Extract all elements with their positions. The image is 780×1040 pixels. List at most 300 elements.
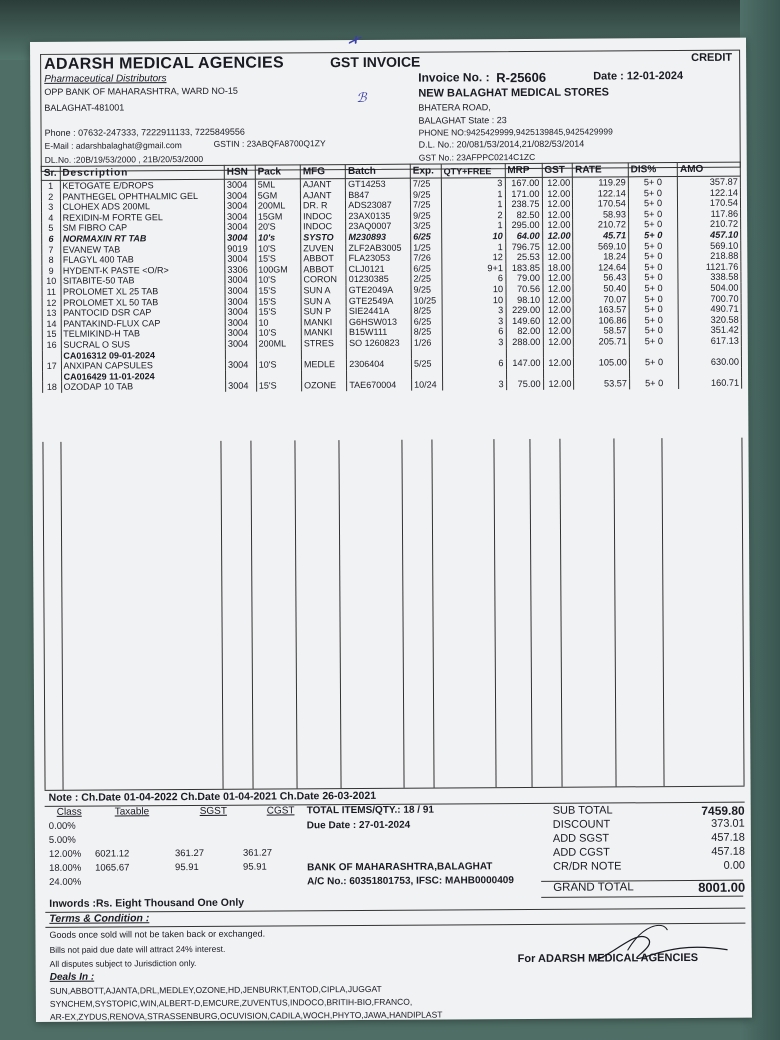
- cell-pack: 10: [256, 317, 301, 328]
- cell-mrp: 288.00: [506, 337, 543, 348]
- cell-pack: 15GM: [255, 211, 300, 222]
- cell-dis: 5+ 0: [628, 219, 677, 230]
- cell-qty: 6: [442, 326, 506, 337]
- cell-exp: 1/25: [411, 242, 442, 253]
- cell-sr: 14: [42, 319, 61, 330]
- cell-batch: 2306404: [347, 359, 412, 370]
- cell-hsn: 3004: [225, 254, 256, 265]
- cell-mfg: ABBOT: [301, 264, 346, 275]
- cell-amt: 338.58: [678, 272, 741, 283]
- cell-exp: [411, 369, 442, 380]
- seller-subtitle: Pharmaceutical Distributors: [44, 73, 167, 85]
- grand-total-value: 8001.00: [698, 879, 746, 895]
- tax-cell-class: 18.00%: [49, 862, 82, 874]
- cell-batch: B847: [346, 189, 411, 200]
- cell-qty: [442, 369, 506, 380]
- cell-sr: 9: [42, 266, 61, 277]
- total-label: ADD CGST: [552, 846, 610, 859]
- tax-cell-cgst: 95.91: [243, 861, 267, 873]
- cell-gst: 12.00: [542, 209, 573, 220]
- cell-mfg: ABBOT: [301, 253, 346, 264]
- cell-amt: [679, 346, 742, 357]
- cell-mrp: [506, 369, 543, 380]
- tax-header-sgst: SGST: [199, 805, 227, 817]
- cell-desc: FLAGYL 400 TAB: [60, 254, 225, 266]
- column-header: MRP: [505, 163, 542, 177]
- cell-dis: 5+ 0: [628, 177, 677, 188]
- cell-mfg: SUN P: [301, 306, 346, 317]
- cell-gst: 12.00: [543, 305, 574, 316]
- cell-hsn: 3004: [225, 317, 256, 328]
- seller-name: ADARSH MEDICAL AGENCIES: [44, 54, 284, 73]
- cell-pack: 15'S: [256, 381, 301, 392]
- cell-mfg: [302, 370, 347, 381]
- cell-desc: PANTHEGEL OPHTHALMIC GEL: [60, 190, 225, 202]
- cell-batch: TAE670004: [347, 380, 412, 391]
- cell-sr: [42, 350, 61, 361]
- total-label: SUB TOTAL: [552, 804, 613, 817]
- grand-total-label: GRAND TOTAL: [553, 881, 634, 894]
- cell-exp: 7/25: [410, 200, 441, 211]
- cell-dis: 5+ 0: [628, 188, 677, 199]
- cell-sr: 4: [42, 213, 61, 224]
- cell-sr: 12: [42, 297, 61, 308]
- buyer-gst: GST No.: 23AFPPC0214C1ZC: [418, 151, 536, 163]
- column-header: MFG: [300, 165, 345, 179]
- cell-gst: [543, 347, 574, 358]
- cell-mrp: 25.53: [505, 252, 542, 263]
- cell-desc: PANTAKIND-FLUX CAP: [61, 318, 226, 330]
- cell-amt: 457.10: [678, 230, 741, 241]
- cell-desc: OZODAP 10 TAB: [61, 381, 226, 393]
- cell-desc: ANXIPAN CAPSULES: [61, 360, 226, 372]
- cell-rate: 105.00: [574, 357, 630, 368]
- cell-qty: 9+1: [442, 263, 506, 274]
- cell-amt: 210.72: [678, 219, 741, 230]
- buyer-dl: D.L. No.: 20/081/53/2014,21/082/53/2014: [418, 138, 585, 150]
- total-label: CR/DR NOTE: [553, 860, 622, 873]
- due-date: Due Date : 27-01-2024: [306, 819, 411, 832]
- cell-sr: 7: [42, 244, 61, 255]
- signature-scribble-icon: ℬ: [356, 89, 367, 106]
- invoice-type: CREDIT: [691, 51, 733, 64]
- cell-hsn: 3306: [225, 264, 256, 275]
- cell-qty: 3: [442, 316, 506, 327]
- cell-gst: 12.00: [543, 358, 574, 369]
- cell-rate: 163.57: [573, 304, 629, 315]
- deals-title: Deals In :: [49, 971, 95, 983]
- total-label: DISCOUNT: [552, 818, 611, 831]
- cell-qty: 1: [441, 220, 505, 231]
- cell-qty: 10: [442, 284, 506, 295]
- cell-pack: 20'S: [255, 222, 300, 233]
- cell-sr: [43, 372, 62, 383]
- cell-pack: 10'S: [256, 359, 301, 370]
- cell-batch: FLA23053: [346, 253, 411, 264]
- deals-line: SUN,ABBOTT,AJANTA,DRL,MEDLEY,OZONE,HD,JENBURKT,ENTOD,CIPLA,JUGGAT: [49, 983, 382, 996]
- cell-batch: 23AX0135: [346, 210, 411, 221]
- cell-dis: 5+ 0: [629, 262, 678, 273]
- cell-sr: 1: [41, 180, 60, 191]
- cell-gst: 12.00: [542, 188, 573, 199]
- cell-batch: 23AQ0007: [346, 221, 411, 232]
- cell-gst: [543, 368, 574, 379]
- cell-rate: 122.14: [573, 188, 629, 199]
- cell-hsn: 3004: [225, 275, 256, 286]
- cell-gst: 12.00: [542, 252, 573, 263]
- cell-hsn: 9019: [225, 243, 256, 254]
- cell-amt: 700.70: [678, 293, 741, 304]
- challan-note: Note : Ch.Date 01-04-2022 Ch.Date 01-04-2021 Ch.Date 26-03-2021: [48, 789, 377, 804]
- cell-mrp: 64.00: [505, 231, 542, 242]
- tax-cell-taxable: 6021.12: [94, 848, 130, 860]
- cell-dis: [629, 347, 678, 358]
- total-label: ADD SGST: [552, 832, 610, 845]
- cell-gst: 12.00: [543, 379, 574, 390]
- cell-gst: 12.00: [542, 199, 573, 210]
- cell-gst: 12.00: [543, 315, 574, 326]
- cell-qty: 12: [442, 252, 506, 263]
- cell-dis: 5+ 0: [629, 378, 678, 389]
- cell-hsn: 3004: [224, 190, 255, 201]
- cell-qty: 3: [442, 305, 506, 316]
- cell-desc: HYDENT-K PASTE <O/R>: [60, 265, 225, 277]
- grand-total-underline: [541, 896, 743, 898]
- buyer-address1: BHATERA ROAD,: [418, 102, 491, 113]
- cell-mrp: 149.60: [506, 316, 543, 327]
- cell-mfg: SYSTO: [301, 232, 346, 243]
- invoice-number-label: Invoice No. :: [418, 70, 490, 85]
- cell-dis: 5+ 0: [629, 251, 678, 262]
- pen-mark-icon: ✗: [345, 30, 363, 50]
- cell-amt: 357.87: [678, 176, 741, 187]
- cell-hsn: 3004: [224, 179, 255, 190]
- cell-pack: 15'S: [256, 285, 301, 296]
- cell-sr: 16: [42, 340, 61, 351]
- cell-rate: 58.93: [573, 209, 629, 220]
- cell-pack: 10'S: [256, 275, 301, 286]
- cell-qty: 6: [442, 358, 506, 369]
- seller-address2: BALAGHAT-481001: [44, 102, 125, 113]
- cell-exp: [411, 348, 442, 359]
- cell-amt: 569.10: [678, 240, 741, 251]
- signature-icon: [587, 920, 737, 971]
- cell-mrp: 796.75: [505, 241, 542, 252]
- seller-dl: DL.No. :20B/19/53/2000 , 21B/20/53/2000: [44, 153, 204, 165]
- cell-gst: 12.00: [542, 241, 573, 252]
- buyer-name: NEW BALAGHAT MEDICAL STORES: [418, 86, 610, 100]
- cell-batch: B15W111: [346, 327, 411, 338]
- cell-desc: CLOHEX ADS 200ML: [60, 201, 225, 213]
- cell-dis: 5+ 0: [628, 209, 677, 220]
- cell-rate: 56.43: [573, 273, 629, 284]
- cell-pack: [256, 370, 301, 381]
- cell-gst: 12.00: [542, 177, 573, 188]
- seller-phone: Phone : 07632-247333, 7222911133, 7225849556: [44, 126, 245, 138]
- cell-mrp: 98.10: [506, 294, 543, 305]
- cell-dis: 5+ 0: [629, 230, 678, 241]
- cell-qty: 3: [441, 178, 505, 189]
- cell-hsn: 3004: [225, 360, 256, 371]
- cell-sr: 5: [42, 223, 61, 234]
- cell-batch: ZLF2AB3005: [346, 242, 411, 253]
- cell-sr: 17: [42, 361, 61, 372]
- invoice-date: Date : 12-01-2024: [593, 70, 684, 83]
- seller-address1: OPP BANK OF MAHARASHTRA, WARD NO-15: [44, 85, 238, 97]
- cell-hsn: 3004: [225, 296, 256, 307]
- table-column-lines: [42, 438, 744, 790]
- cell-hsn: 3004: [225, 222, 256, 233]
- cell-rate: 53.57: [574, 379, 630, 390]
- cell-rate: [574, 347, 630, 358]
- cell-amt: 630.00: [679, 357, 742, 368]
- column-header: Batch: [345, 164, 410, 178]
- cell-desc: SITABITE-50 TAB: [60, 275, 225, 287]
- cell-pack: 10'S: [256, 243, 301, 254]
- cell-amt: [679, 367, 742, 378]
- cell-exp: 7/26: [411, 253, 442, 264]
- cell-amt: 117.86: [678, 208, 741, 219]
- cell-mrp: 82.50: [505, 210, 542, 221]
- cell-dis: 5+ 0: [629, 325, 678, 336]
- cell-batch: G6HSW013: [346, 316, 411, 327]
- cell-mrp: 167.00: [505, 177, 542, 188]
- cell-pack: 10's: [255, 232, 300, 243]
- cell-amt: 490.71: [678, 304, 741, 315]
- cell-hsn: 3004: [225, 286, 256, 297]
- cell-batch: 01230385: [346, 274, 411, 285]
- cell-qty: 3: [442, 337, 506, 348]
- cell-hsn: 3004: [224, 201, 255, 212]
- column-header: QTY+FREE: [441, 164, 505, 178]
- cell-mrp: [506, 347, 543, 358]
- cell-amt: 170.54: [678, 198, 741, 209]
- cell-amt: 351.42: [678, 325, 741, 336]
- cell-hsn: 3004: [225, 339, 256, 350]
- cell-hsn: 3004: [225, 307, 256, 318]
- cell-mfg: DR. R: [300, 200, 345, 211]
- cell-exp: 7/25: [410, 178, 441, 189]
- cell-desc: NORMAXIN RT TAB: [60, 233, 225, 245]
- cell-mrp: 183.85: [505, 263, 542, 274]
- total-value: 457.18: [711, 831, 745, 844]
- cell-hsn: 3004: [225, 233, 256, 244]
- bank-name: BANK OF MAHARASHTRA,BALAGHAT: [307, 861, 493, 874]
- cell-rate: 58.57: [574, 326, 630, 337]
- total-value: 0.00: [723, 859, 746, 872]
- column-header: AMO: [677, 162, 740, 176]
- tax-header-class: Class: [56, 806, 82, 818]
- cell-rate: 205.71: [574, 336, 630, 347]
- cell-qty: 2: [441, 210, 505, 221]
- cell-sr: 15: [42, 329, 61, 340]
- cell-rate: 569.10: [573, 241, 629, 252]
- cell-gst: 12.00: [543, 284, 574, 295]
- cell-mrp: 295.00: [505, 220, 542, 231]
- cell-hsn: [225, 370, 256, 381]
- cell-dis: 5+ 0: [629, 283, 678, 294]
- cell-gst: 12.00: [542, 231, 573, 242]
- cell-pack: 10'S: [256, 328, 301, 339]
- cell-dis: 5+ 0: [629, 241, 678, 252]
- cell-pack: 5GM: [255, 190, 300, 201]
- cell-exp: 9/25: [411, 284, 442, 295]
- total-value: 457.18: [711, 845, 745, 858]
- cell-exp: 9/25: [410, 189, 441, 200]
- for-company-label: For ADARSH MEDICAL AGENCIES: [517, 951, 699, 966]
- cell-batch: SIE2441A: [346, 306, 411, 317]
- cell-amt: 617.13: [678, 336, 741, 347]
- cell-rate: 119.29: [573, 177, 629, 188]
- cell-hsn: 3004: [225, 328, 256, 339]
- cell-sr: 3: [41, 202, 60, 213]
- cell-rate: 106.86: [574, 315, 630, 326]
- cell-desc: TELMIKIND-H TAB: [61, 328, 226, 340]
- cell-dis: 5+ 0: [629, 315, 678, 326]
- cell-mfg: OZONE: [302, 380, 347, 391]
- cell-mrp: 238.75: [505, 199, 542, 210]
- cell-desc: PROLOMET XL 50 TAB: [61, 296, 226, 308]
- cell-qty: 10: [442, 295, 506, 306]
- cell-rate: 210.72: [573, 220, 629, 231]
- cell-desc: CA016312 09-01-2024: [61, 349, 226, 361]
- cell-dis: 5+ 0: [629, 294, 678, 305]
- amount-in-words: Inwords :Rs. Eight Thousand One Only: [49, 896, 245, 910]
- column-header: Exp.: [410, 164, 441, 178]
- cell-amt: 504.00: [678, 283, 741, 294]
- cell-mfg: STRES: [301, 338, 346, 349]
- tax-cell-cgst: 361.27: [242, 847, 273, 859]
- cell-exp: 3/25: [411, 221, 442, 232]
- cell-desc: SUCRAL O SUS: [61, 339, 226, 351]
- cell-batch: ADS23087: [346, 200, 411, 211]
- cell-exp: 8/25: [411, 327, 442, 338]
- cell-exp: 1/26: [411, 337, 442, 348]
- cell-desc: CA016429 11-01-2024: [61, 370, 226, 382]
- tax-header-cgst: CGST: [266, 805, 295, 817]
- cell-batch: M230893: [346, 232, 411, 243]
- cell-batch: GT14253: [346, 178, 411, 189]
- tax-cell-sgst: 95.91: [175, 861, 199, 874]
- cell-qty: 6: [442, 273, 506, 284]
- cell-desc: EVANEW TAB: [60, 243, 225, 255]
- cell-exp: 6/25: [411, 263, 442, 274]
- cell-rate: 170.54: [573, 199, 629, 210]
- deals-line: SYNCHEM,SYSTOPIC,WIN,ALBERT-D,EMCURE,ZUVENTUS,INDOCO,BRITIH-BIO,FRANCO,: [49, 996, 413, 1009]
- cell-desc: PROLOMET XL 25 TAB: [60, 286, 225, 298]
- cell-batch: [347, 348, 412, 359]
- cell-gst: 12.00: [542, 273, 573, 284]
- cell-gst: 12.00: [542, 220, 573, 231]
- cell-qty: [442, 348, 506, 359]
- cell-mfg: INDOC: [301, 221, 346, 232]
- cell-qty: 3: [442, 379, 506, 390]
- cell-mfg: SUN A: [301, 285, 346, 296]
- cell-sr: 6: [42, 234, 61, 245]
- cell-batch: GTE2549A: [346, 295, 411, 306]
- cell-mfg: [301, 349, 346, 360]
- cell-exp: 2/25: [411, 274, 442, 285]
- column-header: RATE: [573, 163, 629, 177]
- cell-rate: 50.40: [573, 283, 629, 294]
- cell-dis: 5+ 0: [629, 336, 678, 347]
- cell-mrp: 229.00: [506, 305, 543, 316]
- bank-account: A/C No.: 60351801753, IFSC: MAHB0000409: [307, 875, 514, 888]
- cell-rate: 18.24: [573, 252, 629, 263]
- term-line: Goods once sold will not be taken back or exchanged.: [49, 928, 266, 940]
- invoice-number: R-25606: [496, 69, 547, 86]
- buyer-phone: PHONE NO:9425429999,9425139845,9425429999: [418, 126, 613, 138]
- total-items: TOTAL ITEMS/QTY.: 18 / 91: [306, 804, 434, 817]
- cell-sr: 13: [42, 308, 61, 319]
- buyer-address2: BALAGHAT State : 23: [418, 115, 507, 126]
- cell-amt: 218.88: [678, 251, 741, 262]
- terms-title: Terms & Condition :: [49, 912, 150, 925]
- cell-amt: 122.14: [678, 187, 741, 198]
- seller-email: E-Mail : adarshbalaghat@gmail.com: [44, 140, 182, 151]
- cell-dis: [629, 368, 678, 379]
- cell-mfg: ZUVEN: [301, 243, 346, 254]
- cell-desc: REXIDIN-M FORTE GEL: [60, 212, 225, 224]
- cell-batch: [347, 369, 412, 380]
- tax-cell-taxable: 1065.67: [95, 862, 130, 874]
- cell-qty: 1: [441, 189, 505, 200]
- cell-pack: 15'S: [256, 254, 301, 265]
- cell-qty: 10: [441, 231, 505, 242]
- invoice-paper: [30, 30, 752, 1022]
- items-table: [41, 162, 742, 393]
- tax-cell-class: 24.00%: [49, 876, 82, 888]
- cell-sr: 11: [42, 287, 61, 298]
- cell-gst: 12.00: [543, 337, 574, 348]
- cell-dis: 5+ 0: [629, 304, 678, 315]
- tax-cell-sgst: 361.27: [174, 847, 205, 860]
- tax-header-taxable: Taxable: [114, 806, 150, 818]
- cell-exp: 6/25: [411, 316, 442, 327]
- cell-exp: 10/24: [412, 380, 443, 391]
- cell-pack: 200ML: [256, 338, 301, 349]
- cell-exp: 10/25: [411, 295, 442, 306]
- column-header: HSN: [224, 165, 255, 179]
- cell-batch: GTE2049A: [346, 285, 411, 296]
- cell-rate: 70.07: [573, 294, 629, 305]
- cell-mfg: AJANT: [300, 190, 345, 201]
- cell-sr: 8: [42, 255, 61, 266]
- cell-mfg: AJANT: [300, 179, 345, 190]
- cell-exp: 8/25: [411, 306, 442, 317]
- cell-desc: SM FIBRO CAP: [60, 222, 225, 234]
- cell-exp: 5/25: [411, 359, 442, 370]
- cell-sr: 18: [43, 382, 62, 393]
- cell-pack: 200ML: [255, 201, 300, 212]
- column-header: Description: [60, 165, 225, 180]
- cell-pack: [256, 349, 301, 360]
- tax-cell-class: 0.00%: [48, 820, 76, 832]
- cell-desc: KETOGATE E/DROPS: [60, 179, 225, 191]
- cell-amt: 160.71: [679, 378, 742, 389]
- cell-gst: 18.00: [542, 262, 573, 273]
- cell-mfg: CORON: [301, 274, 346, 285]
- term-line: Bills not paid due date will attract 24% interest.: [49, 943, 226, 955]
- cell-mfg: MEDLE: [301, 359, 346, 370]
- cell-dis: 5+ 0: [629, 357, 678, 368]
- cell-gst: 12.00: [543, 294, 574, 305]
- cell-amt: 320.58: [678, 314, 741, 325]
- cell-hsn: 3004: [226, 381, 257, 392]
- term-line: All disputes subject to Jurisdiction only.: [49, 958, 197, 969]
- tax-cell-class: 12.00%: [48, 848, 82, 860]
- tax-cell-class: 5.00%: [48, 834, 76, 846]
